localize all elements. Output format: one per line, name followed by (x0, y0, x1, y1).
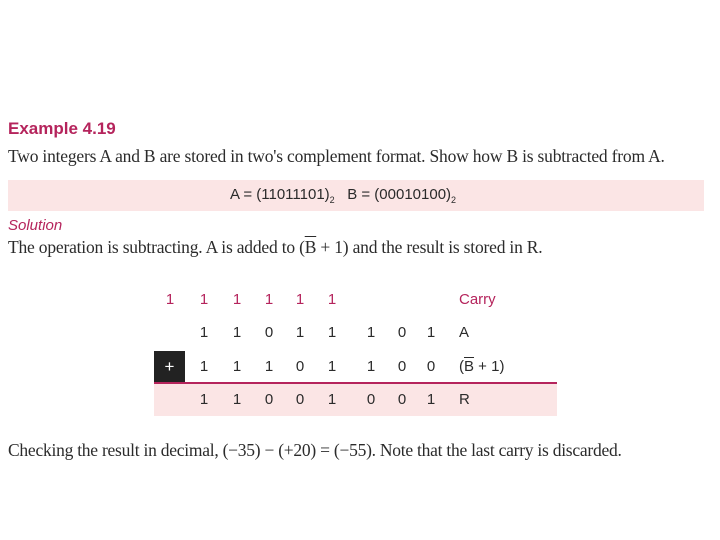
digit-r-6: 0 (366, 391, 376, 408)
row-label-b (459, 358, 504, 375)
row-label-a: A (459, 324, 470, 341)
digit-r-2: 1 (232, 391, 242, 408)
sum-line (154, 382, 557, 384)
digit-carry-3: 1 (264, 291, 274, 308)
digit-a-5: 1 (327, 324, 337, 341)
digit-r-1: 1 (199, 391, 209, 408)
row-label-carry: Carry (459, 291, 496, 308)
digit-carry-5: 1 (327, 291, 337, 308)
solution-text (8, 237, 542, 258)
row-label-r: R (459, 391, 470, 408)
digit-r-4: 0 (295, 391, 305, 408)
digit-b-1: 1 (199, 358, 209, 375)
digit-b-5: 1 (327, 358, 337, 375)
equation (230, 186, 456, 205)
digit-a-4: 1 (295, 324, 305, 341)
digit-a-3: 0 (264, 324, 274, 341)
example-heading: Example 4.19 (8, 119, 116, 138)
row-label-prefix: ( (459, 358, 464, 375)
solution-heading: Solution (8, 217, 63, 234)
digit-b-2: 1 (232, 358, 242, 375)
digit-a-2: 1 (232, 324, 242, 341)
digit-r-8: 1 (426, 391, 436, 408)
equation-a: A = (11011101) (230, 186, 330, 203)
digit-carry-4: 1 (295, 291, 305, 308)
digit-carry-1: 1 (199, 291, 209, 308)
problem-statement: Two integers A and B are stored in two's complement format. Show how B is subtracted from A. (8, 146, 665, 166)
digit-b-8: 0 (426, 358, 436, 375)
digit-a-6: 1 (366, 324, 376, 341)
digit-carry-2: 1 (232, 291, 242, 308)
digit-r-5: 1 (327, 391, 337, 408)
row-label-suffix: + 1) (474, 358, 505, 375)
equation-a-base: 2 (329, 195, 335, 205)
equation-b: B = (00010100) (347, 186, 452, 203)
digit-b-7: 0 (397, 358, 407, 375)
conclusion-text: Checking the result in decimal, (−35) − (+20) = (−55). Note that the last carry is discarded. (8, 440, 622, 460)
digit-a-7: 0 (397, 324, 407, 341)
solution-text-before: The operation is subtracting. A is added to ( (8, 237, 305, 257)
digit-carry-0: 1 (165, 291, 175, 308)
digit-r-3: 0 (264, 391, 274, 408)
solution-text-overline: $\overline{B}$ (304, 237, 317, 257)
digit-r-7: 0 (397, 391, 407, 408)
digit-a-1: 1 (199, 324, 209, 341)
digit-b-6: 1 (366, 358, 376, 375)
solution-text-after: + 1) and the result is stored in R. (316, 237, 543, 257)
equation-b-base: 2 (451, 195, 457, 205)
digit-a-8: 1 (426, 324, 436, 341)
operator-box: + (154, 351, 185, 382)
digit-b-4: 0 (295, 358, 305, 375)
digit-b-3: 1 (264, 358, 274, 375)
row-label-overline: $\overline{B}$ (464, 358, 475, 375)
result-band (154, 384, 557, 416)
